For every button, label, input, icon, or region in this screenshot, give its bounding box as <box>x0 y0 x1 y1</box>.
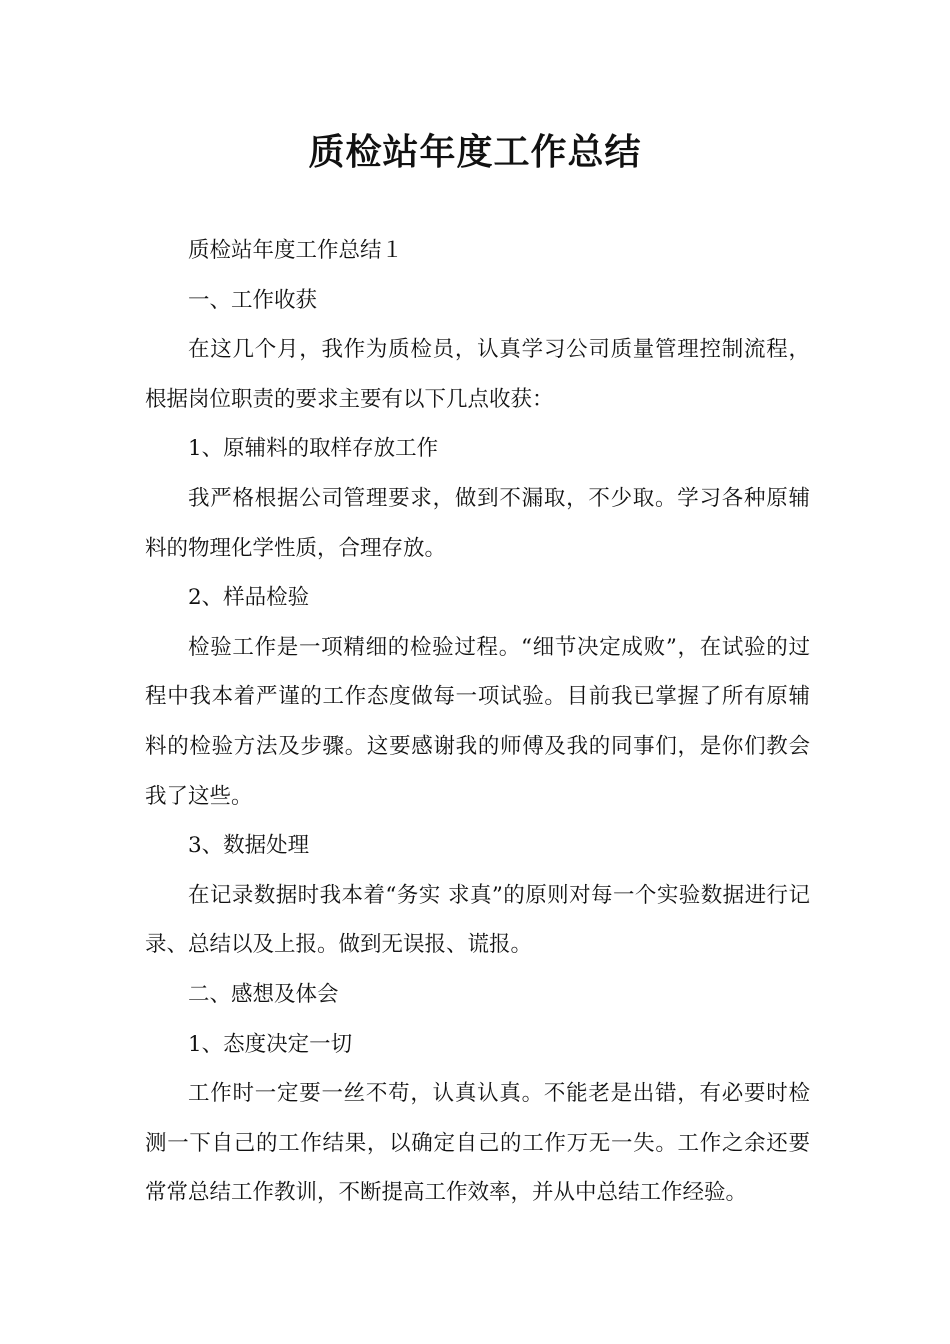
subsection-heading: 1、原辅料的取样存放工作 <box>188 436 439 462</box>
subtitle-line: 质检站年度工作总结１ <box>188 238 404 263</box>
section-heading: 一、工作收获 <box>188 287 318 313</box>
document-body <box>145 226 810 1218</box>
document-title: 质检站年度工作总结 <box>308 132 642 173</box>
subsection-heading: 3、数据处理 <box>188 833 310 859</box>
paragraph: 工作时一定要一丝不苟，认真认真。不能老是出错，有必要时检测一下自己的工作结果，以确定自己的工作万无一失。工作之余还要常常总结工作教训，不断提高工作效率，并从中总结工作经验。 <box>145 1081 810 1206</box>
subsection-heading: 2、样品检验 <box>188 585 310 611</box>
section-heading: 二、感想及体会 <box>188 981 339 1007</box>
paragraph: 在这几个月，我作为质检员，认真学习公司质量管理控制流程，根据岗位职责的要求主要有以下几点收获： <box>145 337 810 412</box>
paragraph: 在记录数据时我本着“务实 求真”的原则对每一个实验数据进行记录、总结以及上报。做到无误报、谎报。 <box>145 882 810 958</box>
paragraph: 我严格根据公司管理要求，做到不漏取，不少取。学习各种原辅料的物理化学性质，合理存放。 <box>145 485 810 561</box>
subsection-heading: 1、态度决定一切 <box>188 1031 353 1057</box>
paragraph: 检验工作是一项精细的检验过程。“细节决定成败”，在试验的过程中我本着严谨的工作态度做每一项试验。目前我已掌握了所有原辅料的检验方法及步骤。这要感谢我的师傅及我的同事们，是你们教会我了这些。 <box>145 634 810 809</box>
